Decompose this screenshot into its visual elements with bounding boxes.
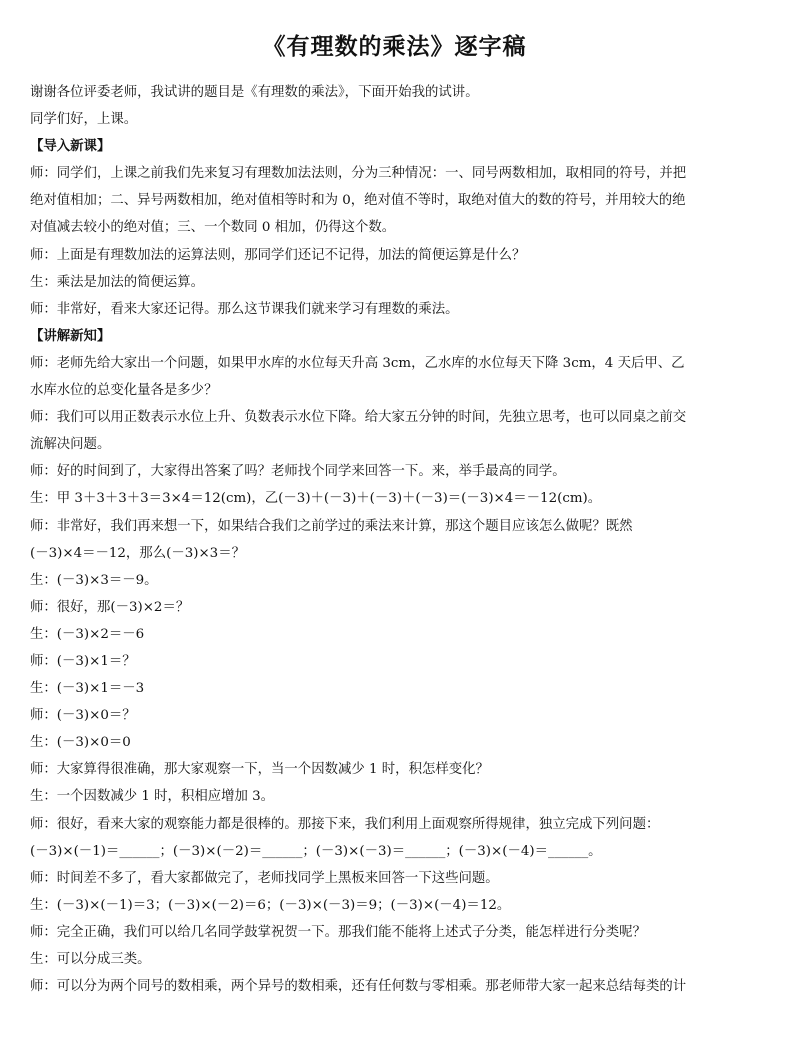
student-line: 生：(－3)×3＝－9。 [30,572,158,588]
text-line: (－3)×(－1)＝______；(－3)×(－2)＝______；(－3)×(－3)＝______；(－3)×(－4)＝______。 [30,843,602,859]
teacher-line: 师：(－3)×1＝？ [30,653,136,669]
teacher-line: 师：非常好，我们再来想一下，如果结合我们之前学过的乘法来计算，那这个题目应该怎么做呢？既然 [30,518,633,534]
teacher-line: 师：上面是有理数加法的运算法则，那同学们还记不记得，加法的简便运算是什么？ [30,247,526,263]
student-line: 生：甲 3＋3＋3＋3＝3×4＝12(cm)，乙(－3)＋(－3)＋(－3)＋(－3)＝(－3)×4＝－12(cm)。 [30,491,602,507]
document-body [30,79,760,1000]
text-line: (－3)×4＝－12，那么(－3)×3＝？ [30,545,245,561]
teacher-line: 师：完全正确，我们可以给几名同学鼓掌祝贺一下。那我们能不能将上述式子分类，能怎样进行分类呢？ [30,924,646,940]
teacher-line: 师：大家算得很准确，那大家观察一下，当一个因数减少 1 时，积怎样变化？ [30,762,489,778]
student-line: 生：可以分成三类。 [30,952,151,967]
section-heading: 【导入新课】 [30,139,111,155]
section-heading: 【讲解新知】 [30,328,111,344]
teacher-line: 师：很好，那(－3)×2＝？ [30,599,190,615]
text-line: 同学们好，上课。 [30,112,138,128]
teacher-line: 师：(－3)×0＝？ [30,708,136,724]
teacher-line: 师：老师先给大家出一个问题，如果甲水库的水位每天升高 3cm，乙水库的水位每天下降 3cm，4 天后甲、乙 [30,355,685,371]
student-line: 生：一个因数减少 1 时，积相应增加 3。 [30,789,275,805]
student-line: 生：(－3)×0＝0 [30,735,131,751]
text-line: 对值减去较小的绝对值；三、一个数同 0 相加，仍得这个数。 [30,220,396,236]
teacher-line: 师：很好，看来大家的观察能力都是很棒的。那接下来，我们利用上面观察所得规律，独立完成下列问题： [30,816,660,832]
teacher-line: 师：时间差不多了，看大家都做完了，老师找同学上黑板来回答一下这些问题。 [30,870,499,886]
teacher-line: 师：非常好，看来大家还记得。那么这节课我们就来学习有理数的乘法。 [30,301,459,317]
teacher-line: 师：可以分为两个同号的数相乘，两个异号的数相乘，还有任何数与零相乘。那老师带大家一起来总结每类的计 [30,979,687,995]
text-line: 谢谢各位评委老师，我试讲的题目是《有理数的乘法》，下面开始我的试讲。 [30,85,479,100]
text-line: 流解决问题。 [30,437,111,453]
teacher-line: 师：同学们，上课之前我们先来复习有理数加法法则，分为三种情况：一、同号两数相加，取相同的符号，并把 [30,166,687,182]
student-line: 生：(－3)×(－1)＝3；(－3)×(－2)＝6；(－3)×(－3)＝9；(－3)×(－4)＝12。 [30,897,511,913]
student-line: 生：(－3)×2＝－6 [30,626,145,642]
text-line: 水库水位的总变化量各是多少？ [30,383,218,399]
document-title: 《有理数的乘法》逐字稿 [262,34,527,60]
teacher-line: 师：好的时间到了，大家得出答案了吗？老师找个同学来回答一下。来，举手最高的同学。 [30,464,566,480]
teacher-line: 师：我们可以用正数表示水位上升、负数表示水位下降。给大家五分钟的时间，先独立思考，也可以同桌之前交 [30,410,687,426]
student-line: 生：(－3)×1＝－3 [30,681,145,697]
student-line: 生：乘法是加法的简便运算。 [30,274,205,290]
text-line: 绝对值相加；二、异号两数相加，绝对值相等时和为 0，绝对值不等时，取绝对值大的数的符号，并用较大的绝 [30,193,686,209]
